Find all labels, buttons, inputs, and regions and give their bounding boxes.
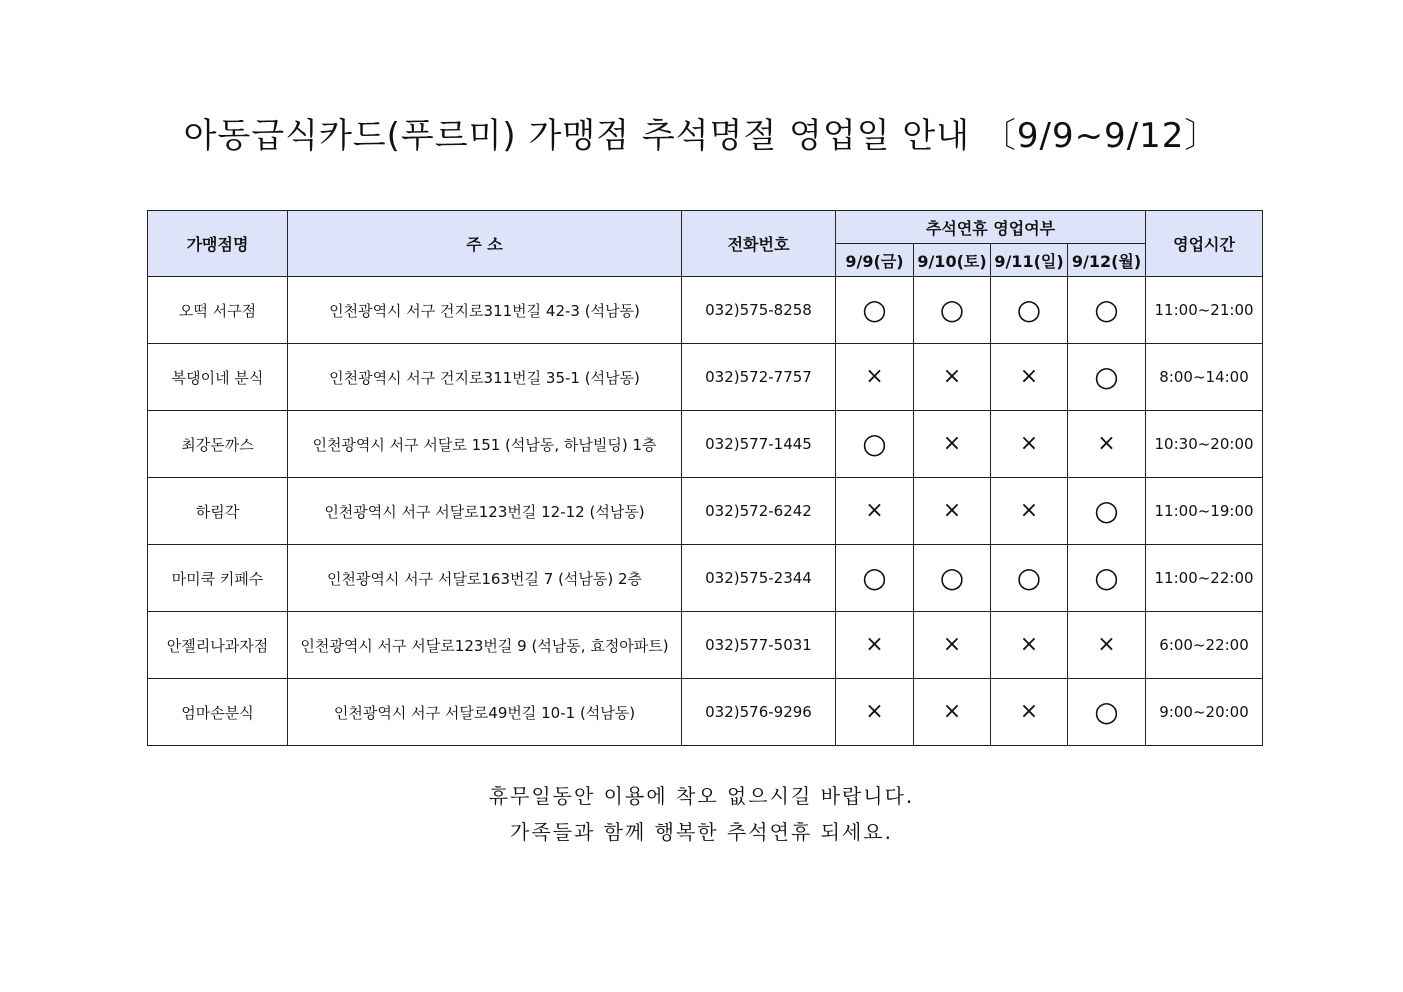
open-status-mark: ○ — [862, 561, 887, 594]
store-hours: 11:00~19:00 — [1146, 478, 1263, 545]
store-phone: 032)576-9296 — [682, 679, 836, 746]
store-address: 인천광역시 서구 서달로123번길 9 (석남동, 효정아파트) — [288, 612, 682, 679]
open-status-mark: ○ — [862, 427, 887, 460]
open-status-mark: × — [865, 498, 884, 523]
store-address: 인천광역시 서구 서달로49번길 10-1 (석남동) — [288, 679, 682, 746]
open-status-mark: ○ — [1016, 293, 1042, 326]
store-address: 인천광역시 서구 서달로163번길 7 (석남동) 2층 — [288, 545, 682, 612]
open-status-mark: ○ — [939, 561, 965, 594]
store-phone: 032)577-5031 — [682, 612, 836, 679]
store-name: 오떡 서구점 — [148, 277, 288, 344]
header-day: 9/11(일) — [991, 244, 1068, 277]
open-status-mark: ○ — [1094, 494, 1119, 527]
store-address: 인천광역시 서구 서달로123번길 12-12 (석남동) — [288, 478, 682, 545]
store-name: 최강돈까스 — [148, 411, 288, 478]
open-status-mark: × — [1097, 431, 1116, 456]
store-phone: 032)575-2344 — [682, 545, 836, 612]
open-status-mark: ○ — [939, 293, 965, 326]
open-status-mark: × — [1019, 431, 1039, 456]
store-name: 안젤리나과자점 — [148, 612, 288, 679]
open-status-mark: × — [1019, 498, 1039, 523]
open-status-mark: × — [1019, 364, 1039, 389]
store-hours: 11:00~22:00 — [1146, 545, 1263, 612]
open-status-mark: × — [942, 632, 962, 657]
header-hours: 영업시간 — [1146, 211, 1263, 277]
open-status-mark: × — [1019, 699, 1039, 724]
table-row — [148, 478, 1263, 545]
store-hours: 11:00~21:00 — [1146, 277, 1263, 344]
page-title: 아동급식카드(푸르미) 가맹점 추석명절 영업일 안내 〔9/9~9/12〕 — [183, 116, 1220, 156]
store-name: 하림각 — [148, 478, 288, 545]
table-row — [148, 277, 1263, 344]
store-address: 인천광역시 서구 건지로311번길 35-1 (석남동) — [288, 344, 682, 411]
open-status-mark: × — [942, 431, 962, 456]
store-name: 복댕이네 분식 — [148, 344, 288, 411]
open-status-mark: ○ — [1094, 360, 1119, 393]
table-row — [148, 411, 1263, 478]
store-phone: 032)572-6242 — [682, 478, 836, 545]
notice-line: 휴무일동안 이용에 착오 없으시길 바랍니다. — [488, 784, 915, 808]
store-hours: 8:00~14:00 — [1146, 344, 1263, 411]
store-hours: 9:00~20:00 — [1146, 679, 1263, 746]
store-address: 인천광역시 서구 건지로311번길 42-3 (석남동) — [288, 277, 682, 344]
store-phone: 032)577-1445 — [682, 411, 836, 478]
store-address: 인천광역시 서구 서달로 151 (석남동, 하남빌딩) 1층 — [288, 411, 682, 478]
store-name: 엄마손분식 — [148, 679, 288, 746]
open-status-mark: × — [942, 498, 962, 523]
open-status-mark: × — [942, 699, 962, 724]
header-holiday-group: 추석연휴 영업여부 — [836, 211, 1146, 244]
open-status-mark: × — [865, 699, 884, 724]
table-row — [148, 612, 1263, 679]
header-row — [148, 211, 1263, 244]
open-status-mark: ○ — [1094, 561, 1119, 594]
open-status-mark: ○ — [862, 293, 887, 326]
store-name: 마미쿡 키페수 — [148, 545, 288, 612]
open-status-mark: × — [942, 364, 962, 389]
store-phone: 032)575-8258 — [682, 277, 836, 344]
open-status-mark: × — [865, 364, 884, 389]
header-store: 가맹점명 — [148, 211, 288, 277]
header-day: 9/9(금) — [836, 244, 914, 277]
header-address: 주 소 — [288, 211, 682, 277]
table-row — [148, 679, 1263, 746]
open-status-mark: × — [1019, 632, 1039, 657]
open-status-mark: ○ — [1016, 561, 1042, 594]
header-day: 9/10(토) — [914, 244, 991, 277]
open-status-mark: ○ — [1094, 293, 1119, 326]
header-day: 9/12(월) — [1068, 244, 1146, 277]
open-status-mark: × — [1097, 632, 1116, 657]
store-phone: 032)572-7757 — [682, 344, 836, 411]
open-status-mark: ○ — [1094, 695, 1119, 728]
notice-line: 가족들과 함께 행복한 추석연휴 되세요. — [510, 820, 893, 844]
table-row — [148, 545, 1263, 612]
holiday-schedule-table — [147, 210, 1263, 746]
header-phone: 전화번호 — [682, 211, 836, 277]
table-row — [148, 344, 1263, 411]
store-hours: 10:30~20:00 — [1146, 411, 1263, 478]
store-hours: 6:00~22:00 — [1146, 612, 1263, 679]
open-status-mark: × — [865, 632, 884, 657]
